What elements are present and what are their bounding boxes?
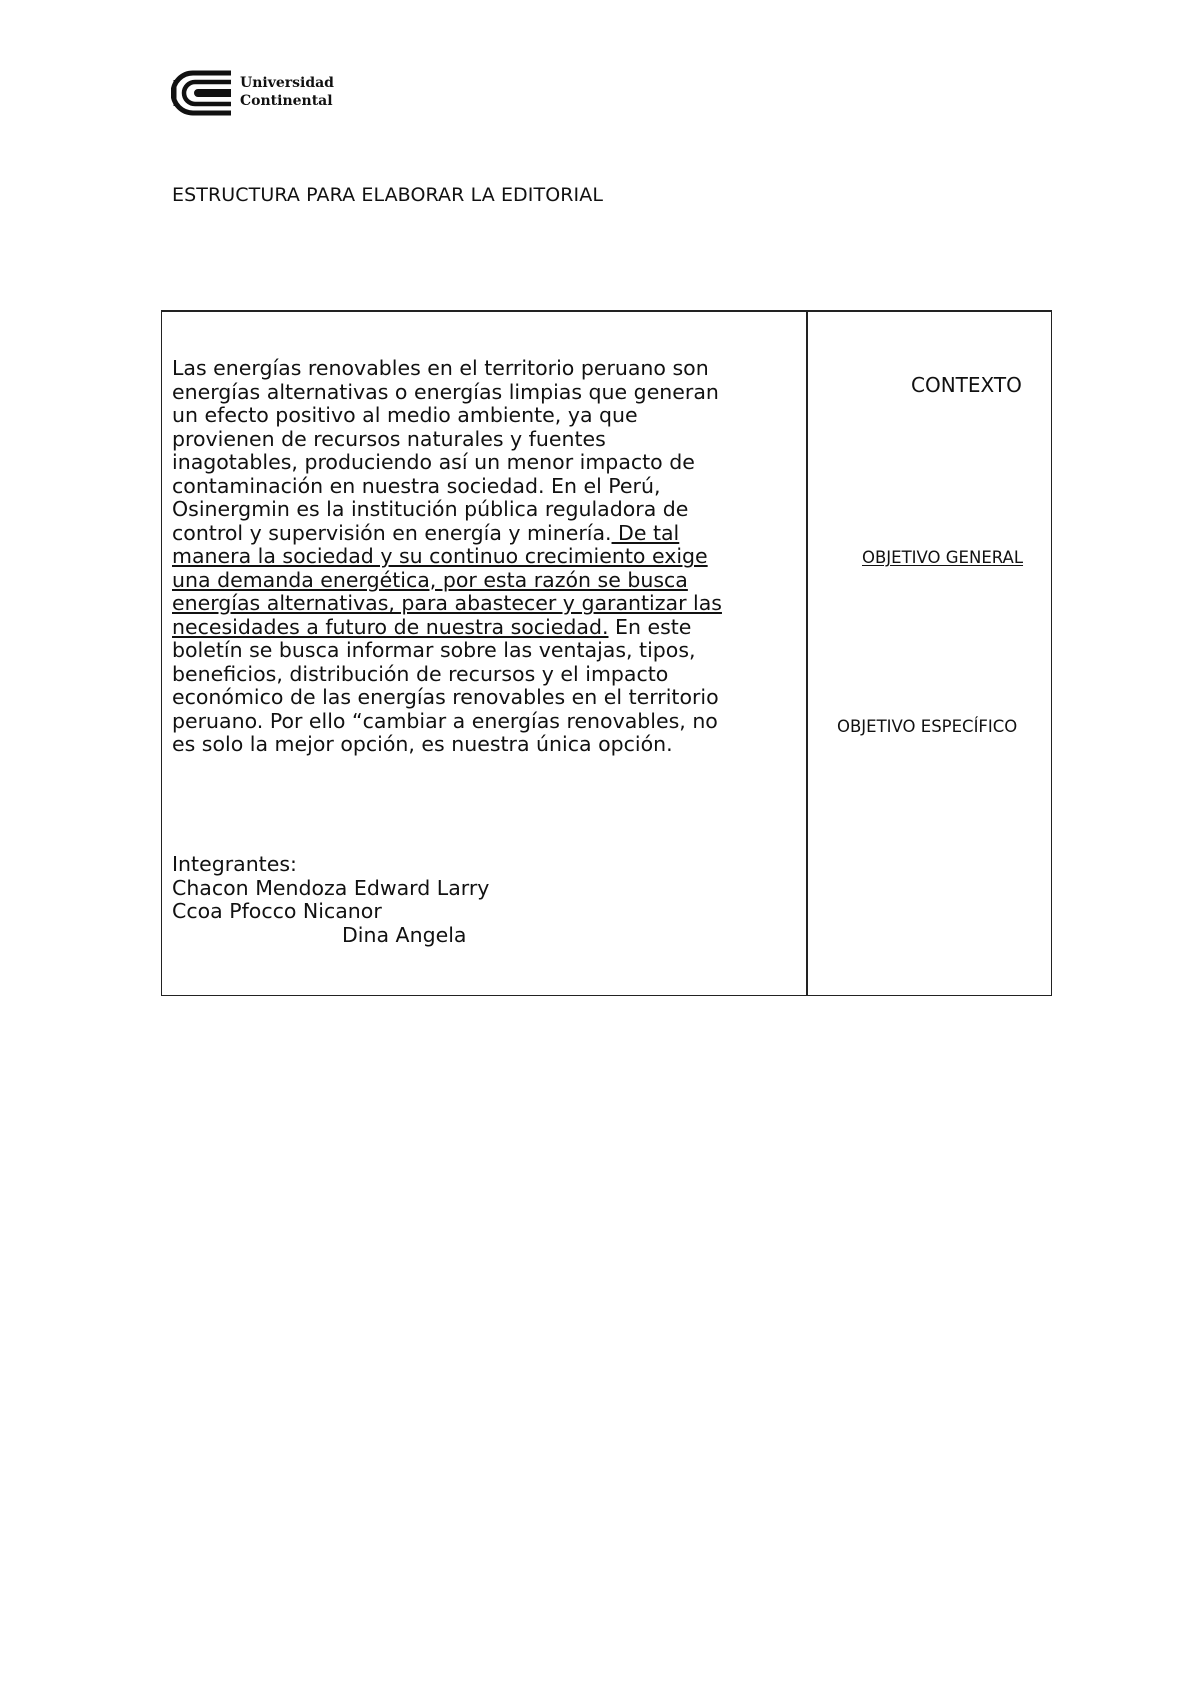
editorial-text: Las energías renovables en el territorio peruano son (172, 356, 709, 380)
university-emblem-icon (171, 70, 233, 116)
editorial-text: Osinergmin es la institución pública reguladora de (172, 497, 689, 521)
label-contexto: CONTEXTO (911, 373, 1022, 397)
editorial-line (172, 428, 812, 452)
label-objetivo-general: OBJETIVO GENERAL (862, 548, 1024, 567)
editorial-underlined-text: De tal (611, 520, 680, 545)
editorial-line (172, 545, 812, 569)
editorial-text: inagotables, produciendo así un menor impacto de (172, 450, 695, 474)
document-title: ESTRUCTURA PARA ELABORAR LA EDITORIAL (172, 184, 604, 206)
editorial-line (172, 475, 812, 499)
logo-line-2: Continental (240, 93, 333, 109)
editorial-text: peruano. Por ello “cambiar a energías renovables, no (172, 708, 718, 733)
editorial-line (172, 616, 812, 640)
editorial-line (172, 381, 812, 405)
editorial-text: boletín se busca informar sobre las ventajas, tipos, (172, 638, 696, 662)
editorial-underlined-text: necesidades a futuro de nuestra sociedad. (172, 614, 609, 639)
editorial-line (172, 522, 812, 546)
editorial-text: control y supervisión en energía y minería. (172, 520, 612, 545)
member-name: Ccoa Pfocco Nicanor (172, 899, 382, 923)
editorial-line (172, 404, 812, 428)
editorial-text: económico de las energías renovables en el territorio (172, 685, 719, 709)
editorial-text: contaminación en nuestra sociedad. En el Perú, (172, 473, 661, 498)
member-name: Dina Angela (342, 922, 467, 947)
editorial-text: energías alternativas o energías limpias que generan (172, 379, 719, 404)
editorial-line (172, 451, 812, 475)
logo-wordmark (240, 74, 334, 110)
editorial-text: un efecto positivo al medio ambiente, ya que (172, 403, 638, 427)
editorial-line (172, 663, 812, 687)
editorial-line (172, 569, 812, 593)
editorial-line (172, 592, 812, 616)
editorial-underlined-text: energías alternativas, para abastecer y garantizar las (172, 591, 722, 615)
editorial-line (172, 733, 812, 757)
label-objetivo-especifico: OBJETIVO ESPECÍFICO (837, 717, 1018, 736)
members-heading: Integrantes: (172, 852, 297, 876)
editorial-line (172, 357, 812, 381)
editorial-text: provienen de recursos naturales y fuentes (172, 426, 606, 451)
editorial-text: En este (608, 614, 692, 639)
editorial-text: beneficios, distribución de recursos y el impacto (172, 661, 669, 686)
editorial-line (172, 498, 812, 522)
editorial-line (172, 639, 812, 663)
university-logo (171, 70, 371, 118)
editorial-line (172, 686, 812, 710)
logo-line-1: Universidad (240, 75, 334, 91)
members-block (172, 853, 489, 947)
editorial-line (172, 710, 812, 734)
member-name: Chacon Mendoza Edward Larry (172, 875, 490, 900)
editorial-text: es solo la mejor opción, es nuestra única opción. (172, 732, 673, 756)
editorial-underlined-text: manera la sociedad y su continuo crecimiento exige (172, 544, 708, 568)
editorial-paragraph (172, 357, 812, 757)
editorial-underlined-text: una demanda energética, por esta razón se busca (172, 567, 688, 592)
